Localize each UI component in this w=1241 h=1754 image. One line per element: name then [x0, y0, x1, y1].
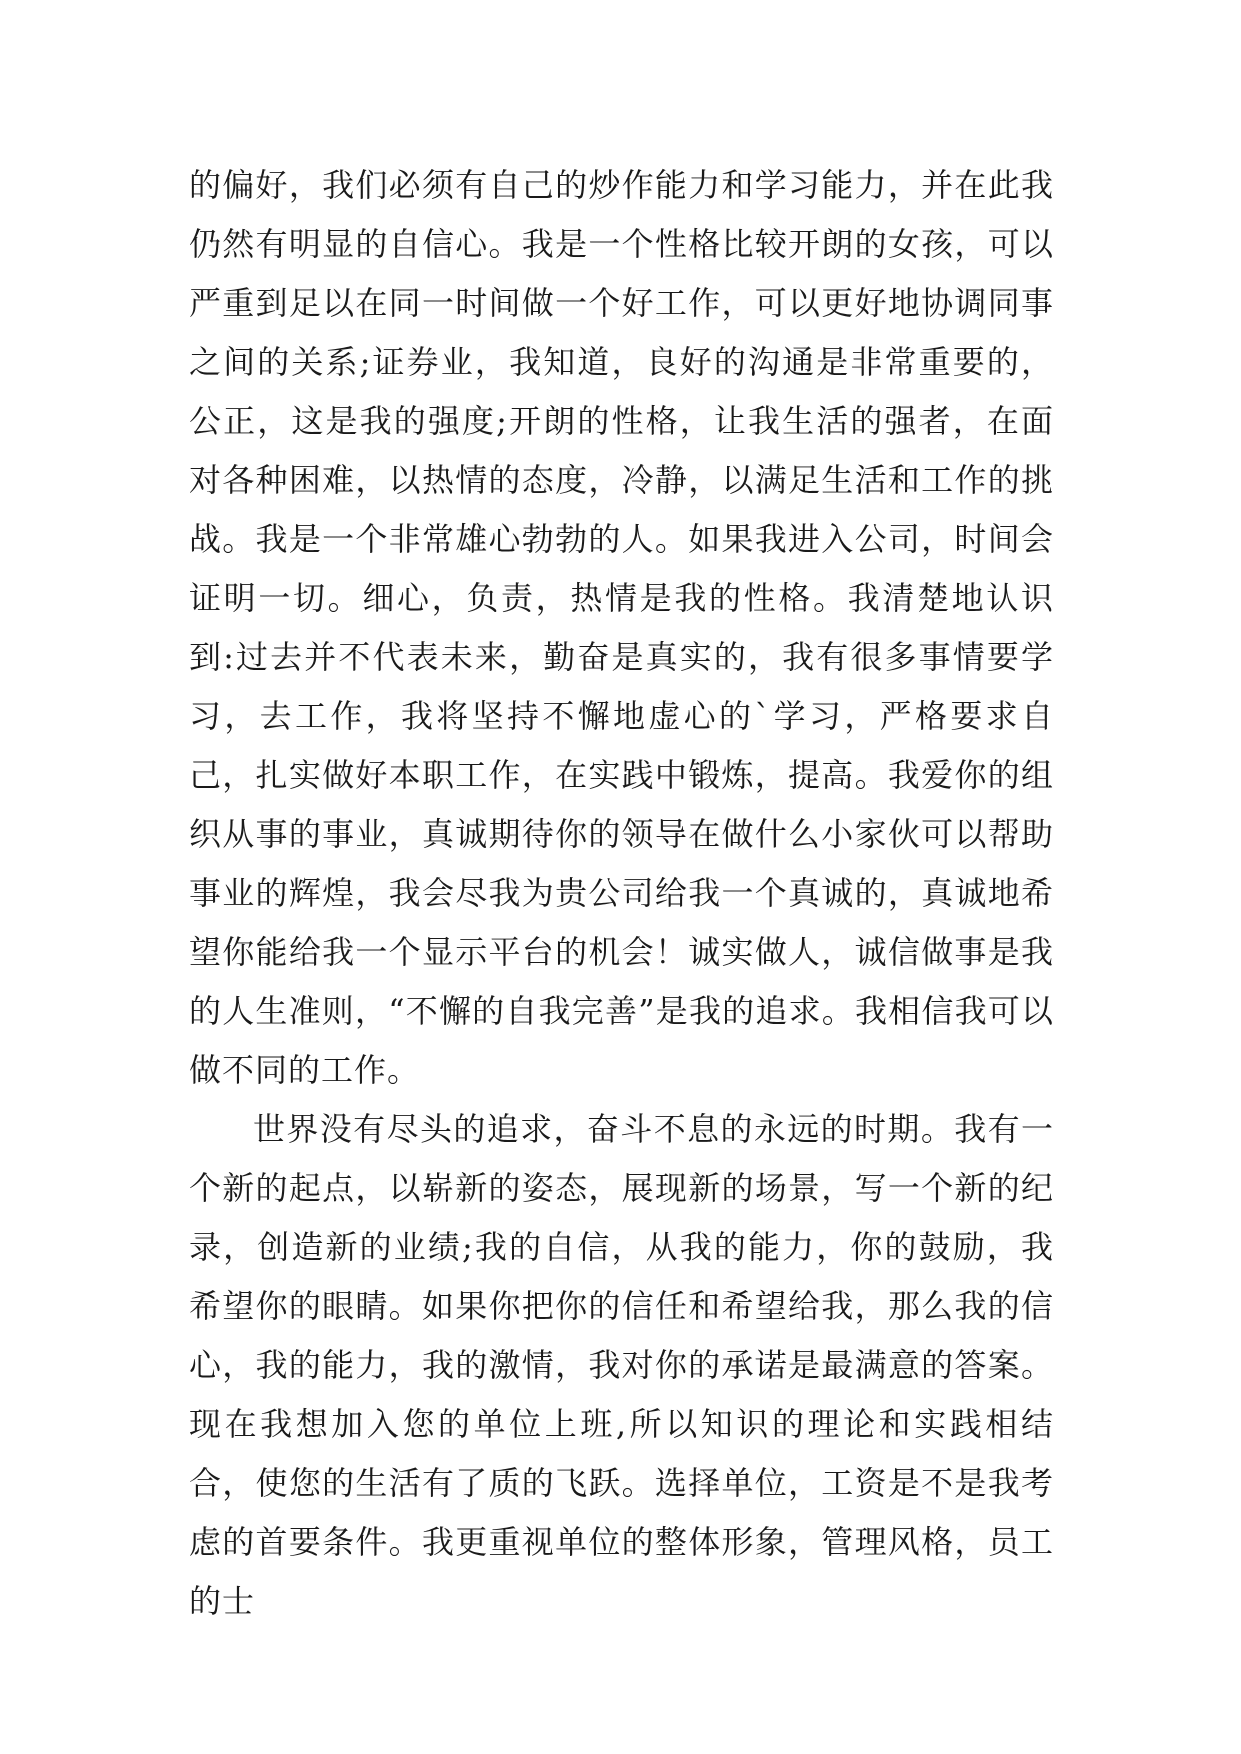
paragraph-2: 世界没有尽头的追求，奋斗不息的永远的时期。我有一个新的起点，以崭新的姿态，展现新的场景，写一个新的纪录，创造新的业绩;我的自信，从我的能力，你的鼓励，我希望你的眼睛。如果你把你的信任和希望给我，那么我的信心，我的能力，我的激情，我对你的承诺是最满意的答案。现在我想加入您的单位上班,所以知识的理论和实践相结合，使您的生活有了质的飞跃。选择单位，工资是不是我考虑的首要条件。我更重视单位的整体形象，管理风格，员工的士: [189, 1110, 1054, 1620]
body-text: [189, 156, 1054, 1631]
paragraph-1: 的偏好，我们必须有自己的炒作能力和学习能力，并在此我仍然有明显的自信心。我是一个性格比较开朗的女孩，可以严重到足以在同一时间做一个好工作，可以更好地协调同事之间的关系;证券业，我知道，良好的沟通是非常重要的，公正，这是我的强度;开朗的性格，让我生活的强者，在面对各种困难，以热情的态度，冷静，以满足生活和工作的挑战。我是一个非常雄心勃勃的人。如果我进入公司，时间会证明一切。细心，负责，热情是我的性格。我清楚地认识到:过去并不代表未来，勤奋是真实的，我有很多事情要学习，去工作，我将坚持不懈地虚心的`学习，严格要求自己，扎实做好本职工作，在实践中锻炼，提高。我爱你的组织从事的事业，真诚期待你的领导在做什么小家伙可以帮助事业的辉煌，我会尽我为贵公司给我一个真诚的，真诚地希望你能给我一个显示平台的机会！诚实做人，诚信做事是我的人生准则，“不懈的自我完善”是我的追求。我相信我可以做不同的工作。: [189, 166, 1054, 1089]
